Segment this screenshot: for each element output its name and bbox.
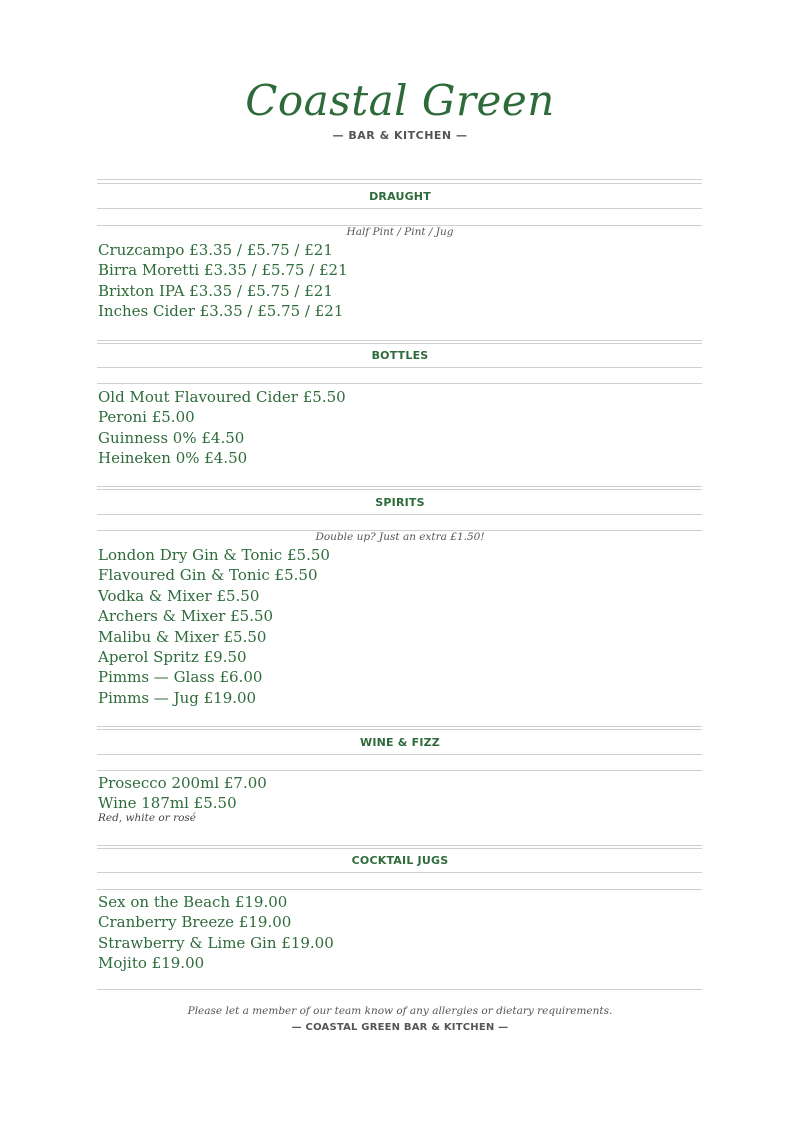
page-title: Coastal Green <box>245 76 555 125</box>
divider <box>97 367 702 368</box>
divider <box>97 514 702 515</box>
menu-item: Mojito £19.00 <box>98 954 205 973</box>
section-title-bottles: BOTTLES <box>371 349 429 362</box>
menu-item: Old Mout Flavoured Cider £5.50 <box>98 388 346 406</box>
divider <box>97 729 702 730</box>
section-title-draught: DRAUGHT <box>369 190 431 203</box>
divider <box>97 989 702 990</box>
divider <box>97 486 702 487</box>
menu-item: Aperol Spritz £9.50 <box>98 647 247 666</box>
menu-item: Brixton IPA £3.35 / £5.75 / £21 <box>98 281 333 300</box>
menu-item: London Dry Gin & Tonic £5.50 <box>98 546 330 564</box>
divider <box>97 489 702 490</box>
menu-item: Prosecco 200ml £7.00 <box>98 774 267 792</box>
section-note-draught: Half Pint / Pint / Jug <box>346 226 454 238</box>
divider <box>97 848 702 849</box>
divider <box>97 383 702 384</box>
divider <box>97 872 702 873</box>
menu-item: Vodka & Mixer £5.50 <box>98 586 260 605</box>
menu-item: Heineken 0% £4.50 <box>98 449 248 468</box>
item-list-spirits <box>98 545 698 708</box>
divider <box>97 845 702 846</box>
menu-item: Guinness 0% £4.50 <box>98 428 245 447</box>
section-title-spirits: SPIRITS <box>375 496 425 509</box>
section-title-cocktails: COCKTAIL JUGS <box>351 854 449 867</box>
footer-brand: — COASTAL GREEN BAR & KITCHEN — <box>291 1022 509 1033</box>
page-subtitle: — BAR & KITCHEN — <box>332 129 468 142</box>
divider <box>97 889 702 890</box>
menu-item: Pimms — Jug £19.00 <box>98 688 257 707</box>
menu-item: Sex on the Beach £19.00 <box>98 893 288 911</box>
divider <box>97 770 702 771</box>
menu-item: Archers & Mixer £5.50 <box>98 607 274 626</box>
menu-item: Inches Cider £3.35 / £5.75 / £21 <box>98 302 344 321</box>
divider <box>97 726 702 727</box>
item-list-wine <box>98 773 698 824</box>
section-title-wine: WINE & FIZZ <box>360 736 440 749</box>
section-note-spirits: Double up? Just an extra £1.50! <box>315 531 485 543</box>
menu-item: Cruzcampo £3.35 / £5.75 / £21 <box>98 241 333 259</box>
divider <box>97 340 702 341</box>
divider <box>97 343 702 344</box>
divider <box>97 208 702 209</box>
item-note: Red, white or rosé <box>98 811 197 824</box>
item-list-cocktails <box>98 892 698 974</box>
item-list-bottles <box>98 387 698 469</box>
menu-item: Strawberry & Lime Gin £19.00 <box>98 933 334 952</box>
menu-item: Malibu & Mixer £5.50 <box>98 627 267 646</box>
menu-item: Flavoured Gin & Tonic £5.50 <box>98 566 318 585</box>
menu-item: Wine 187ml £5.50 <box>98 794 237 813</box>
menu-item: Peroni £5.00 <box>98 408 195 427</box>
menu-item: Cranberry Breeze £19.00 <box>98 913 292 932</box>
menu-item: Pimms — Glass £6.00 <box>98 668 263 687</box>
menu-item: Birra Moretti £3.35 / £5.75 / £21 <box>98 261 348 280</box>
allergy-note: Please let a member of our team know of any allergies or dietary requirements. <box>187 1005 613 1017</box>
divider <box>97 754 702 755</box>
item-list-draught <box>98 240 698 322</box>
divider <box>97 183 702 184</box>
divider <box>97 179 702 180</box>
